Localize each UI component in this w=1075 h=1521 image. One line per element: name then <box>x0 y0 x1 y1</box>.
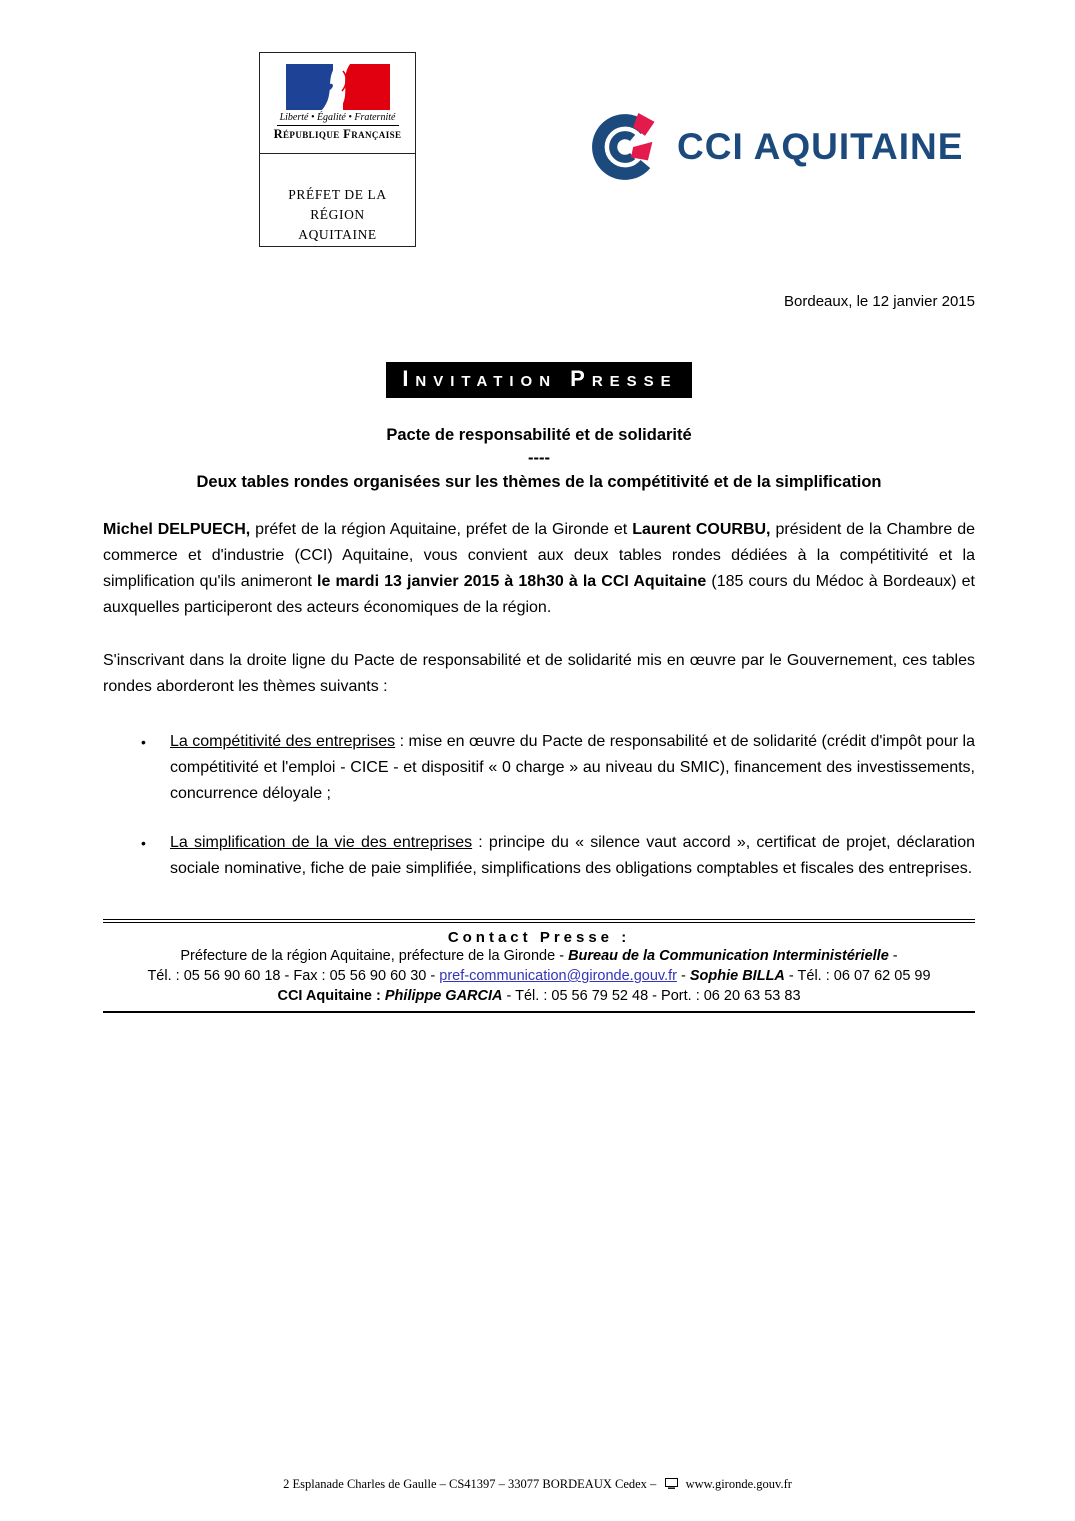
title-separator: ---- <box>528 449 550 467</box>
paragraph-context: S'inscrivant dans la droite ligne du Pacte de responsabilité et de solidarité mis en œuvre par le Gouvernement, ces tables rondes aborderont les thèmes suivants : <box>103 652 975 695</box>
cci-circular-logo-icon <box>588 110 662 184</box>
cci-aquitaine-logo <box>588 110 963 184</box>
prefet-title-line2: AQUITAINE <box>298 227 377 242</box>
paragraph-introduction: Michel DELPUECH, préfet de la région Aquitaine, préfet de la Gironde et Laurent COURBU, président de la Chambre de commerce et d'industrie (CCI) Aquitaine, vous convient aux deux tables rondes dédiées à la compétitivité et la simplification qu'ils animeront le mardi 13 janvier 2015 à 18h30 à la CCI Aquitaine (185 cours du Médoc à Bordeaux) et auxquelles participeront des acteurs économiques de la région. <box>103 521 976 616</box>
cci-wordmark: CCI AQUITAINE <box>677 126 964 167</box>
monitor-icon <box>665 1478 678 1489</box>
bullet-icon: • <box>141 835 146 851</box>
bullet-icon: • <box>141 734 146 750</box>
list-item <box>103 729 975 807</box>
french-republic-flag-icon <box>286 64 390 110</box>
contact-top-rule <box>103 919 975 923</box>
motto-text: Liberté • Égalité • Fraternité <box>279 112 396 123</box>
prefet-region-box <box>259 52 416 247</box>
themes-list <box>103 729 975 882</box>
footer-address: 2 Esplanade Charles de Gaulle – CS41397 – 33077 BORDEAUX Cedex – <box>283 1477 657 1491</box>
prefet-title-line1: PRÉFET DE LA RÉGION <box>288 187 387 222</box>
contact-line-cci: CCI Aquitaine : Philippe GARCIA - Tél. : 05 56 79 52 48 - Port. : 06 20 63 53 83 <box>277 988 801 1004</box>
email-link[interactable]: pref-communication@gironde.gouv.fr <box>439 968 677 984</box>
subject-title: Pacte de responsabilité et de solidarité <box>386 426 692 444</box>
subject-subtitle: Deux tables rondes organisées sur les thèmes de la compétitivité et de la simplification <box>196 473 882 491</box>
contact-heading: Contact Presse : <box>447 929 631 946</box>
prefet-title <box>260 154 415 245</box>
republique-francaise-label: République Française <box>273 127 402 141</box>
invitation-presse-banner: Invitation Presse <box>386 362 691 398</box>
dateline: Bordeaux, le 12 janvier 2015 <box>784 293 975 310</box>
document-body <box>103 360 975 1013</box>
list-item-text: La simplification de la vie des entreprises : principe du « silence vaut accord », certificat de projet, déclaration sociale nominative, fiche de paie simplifiée, simplifications des obligations comptables et fiscales des entreprises. <box>170 834 975 877</box>
contact-bottom-rule <box>103 1011 975 1013</box>
footer-website: www.gironde.gouv.fr <box>685 1477 792 1491</box>
contact-presse-block <box>103 919 975 1013</box>
contact-line-prefecture: Préfecture de la région Aquitaine, préfecture de la Gironde - Bureau de la Communication Interministérielle - <box>180 948 898 964</box>
list-item <box>103 830 975 882</box>
republique-francaise-block <box>260 53 415 154</box>
motto-divider <box>277 125 399 126</box>
list-item-text: La compétitivité des entreprises : mise en œuvre du Pacte de responsabilité et de solidarité (crédit d'impôt pour la compétitivité et l'emploi - CICE - et dispositif « 0 charge » au niveau du SMIC), financement des investissements, concurrence déloyale ; <box>170 733 975 802</box>
contact-line-phones: Tél. : 05 56 90 60 18 - Fax : 05 56 90 60 30 - pref-communication@gironde.gouv.fr - Sophie BILLA - Tél. : 06 07 62 05 99 <box>147 968 931 984</box>
page-footer <box>0 1477 1075 1492</box>
